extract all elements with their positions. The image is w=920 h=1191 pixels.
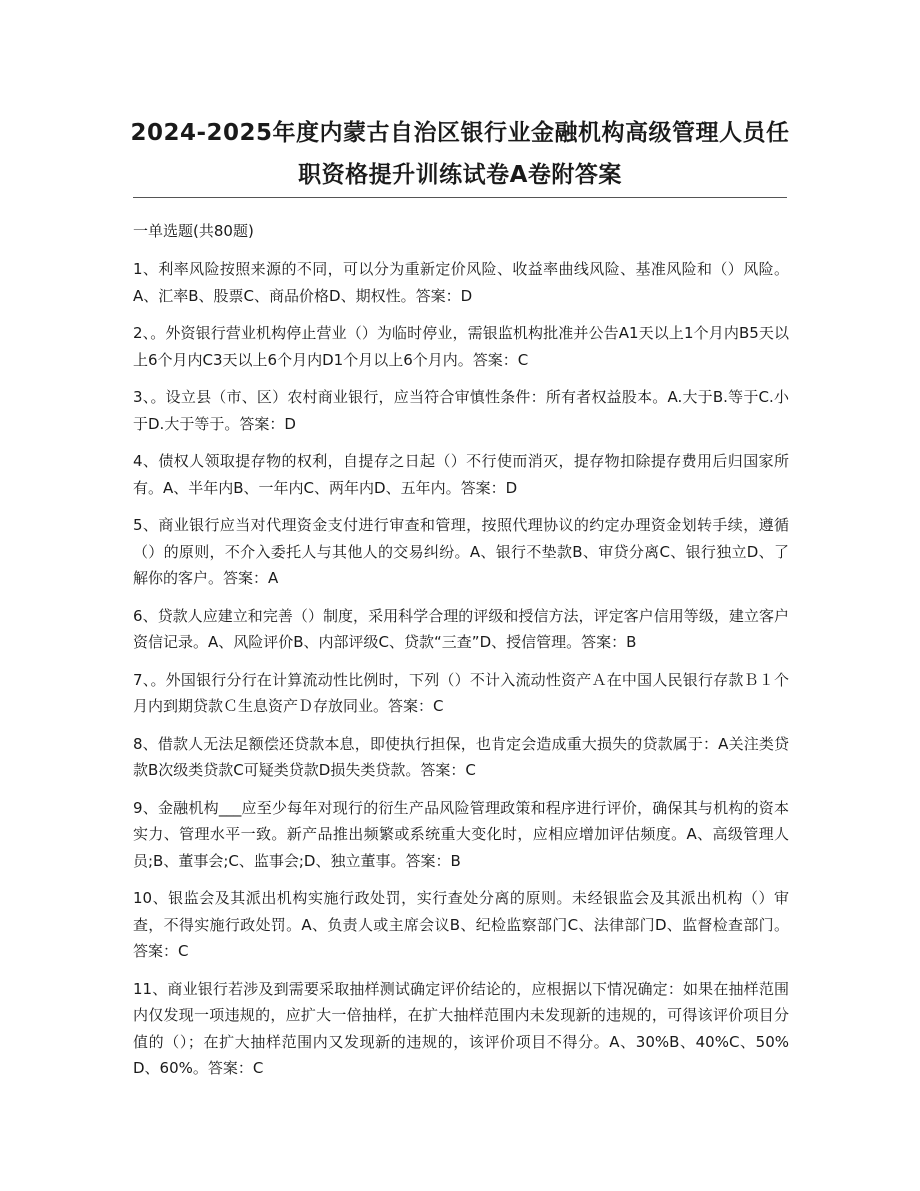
- question-list: [133, 256, 789, 1093]
- question-item: 6、贷款人应建立和完善（）制度，采用科学合理的评级和授信方法，评定客户信用等级，建立客户资信记录。A、风险评价B、内部评级C、贷款“三查”D、授信管理。答案：B: [133, 606, 789, 651]
- document-title: 2024-2025年度内蒙古自治区银行业金融机构高级管理人员任职资格提升训练试卷A卷附答案: [130, 120, 790, 188]
- question-item: 10、银监会及其派出机构实施行政处罚，实行查处分离的原则。未经银监会及其派出机构（）审查，不得实施行政处罚。A、负责人或主席会议B、纪检监察部门C、法律部门D、监督检查部门。答案：C: [133, 889, 789, 960]
- section-heading: 一单选题(共80题): [133, 222, 254, 240]
- question-item: 3、。设立县（市、区）农村商业银行，应当符合审慎性条件：所有者权益股本。A.大于B.等于C.小于D.大于等于。答案：D: [133, 388, 789, 433]
- question-item: 4、债权人领取提存物的权利，自提存之日起（）不行使而消灭，提存物扣除提存费用后归国家所有。A、半年内B、一年内C、两年内D、五年内。答案：D: [133, 452, 789, 497]
- question-item: 9、金融机构___应至少每年对现行的衍生产品风险管理政策和程序进行评价，确保其与机构的资本实力、管理水平一致。新产品推出频繁或系统重大变化时，应相应增加评估频度。A、高级管理人员;B、董事会;C、监事会;D、独立董事。答案：B: [133, 798, 789, 870]
- question-item: 11、商业银行若涉及到需要采取抽样测试确定评价结论的，应根据以下情况确定：如果在抽样范围内仅发现一项违规的，应扩大一倍抽样，在扩大抽样范围内未发现新的违规的，可得该评价项目分值的（）；在扩大抽样范围内又发现新的违规的，该评价项目不得分。A、30%B、40%C、50%D、60%。答案：C: [133, 979, 789, 1077]
- question-item: 8、借款人无法足额偿还贷款本息，即使执行担保，也肯定会造成重大损失的贷款属于：A关注类贷款B次级类贷款C可疑类贷款D损失类贷款。答案：C: [133, 734, 789, 779]
- title-divider: [133, 197, 787, 198]
- question-item: 2、。外资银行营业机构停止营业（）为临时停业，需银监机构批准并公告A1天以上1个月内B5天以上6个月内C3天以上6个月内D1个月以上6个月内。答案：C: [133, 324, 789, 369]
- question-item: 1、利率风险按照来源的不同，可以分为重新定价风险、收益率曲线风险、基准风险和（）风险。A、汇率B、股票C、商品价格D、期权性。答案：D: [133, 260, 789, 305]
- question-item: 7、。外国银行分行在计算流动性比例时，下列（）不计入流动性资产Ａ在中国人民银行存款Ｂ１个月内到期贷款Ｃ生息资产Ｄ存放同业。答案：C: [133, 670, 789, 715]
- question-item: 5、商业银行应当对代理资金支付进行审查和管理，按照代理协议的约定办理资金划转手续，遵循（）的原则，不介入委托人与其他人的交易纠纷。A、银行不垫款B、审贷分离C、银行独立D、了解你的客户。答案：A: [133, 516, 789, 587]
